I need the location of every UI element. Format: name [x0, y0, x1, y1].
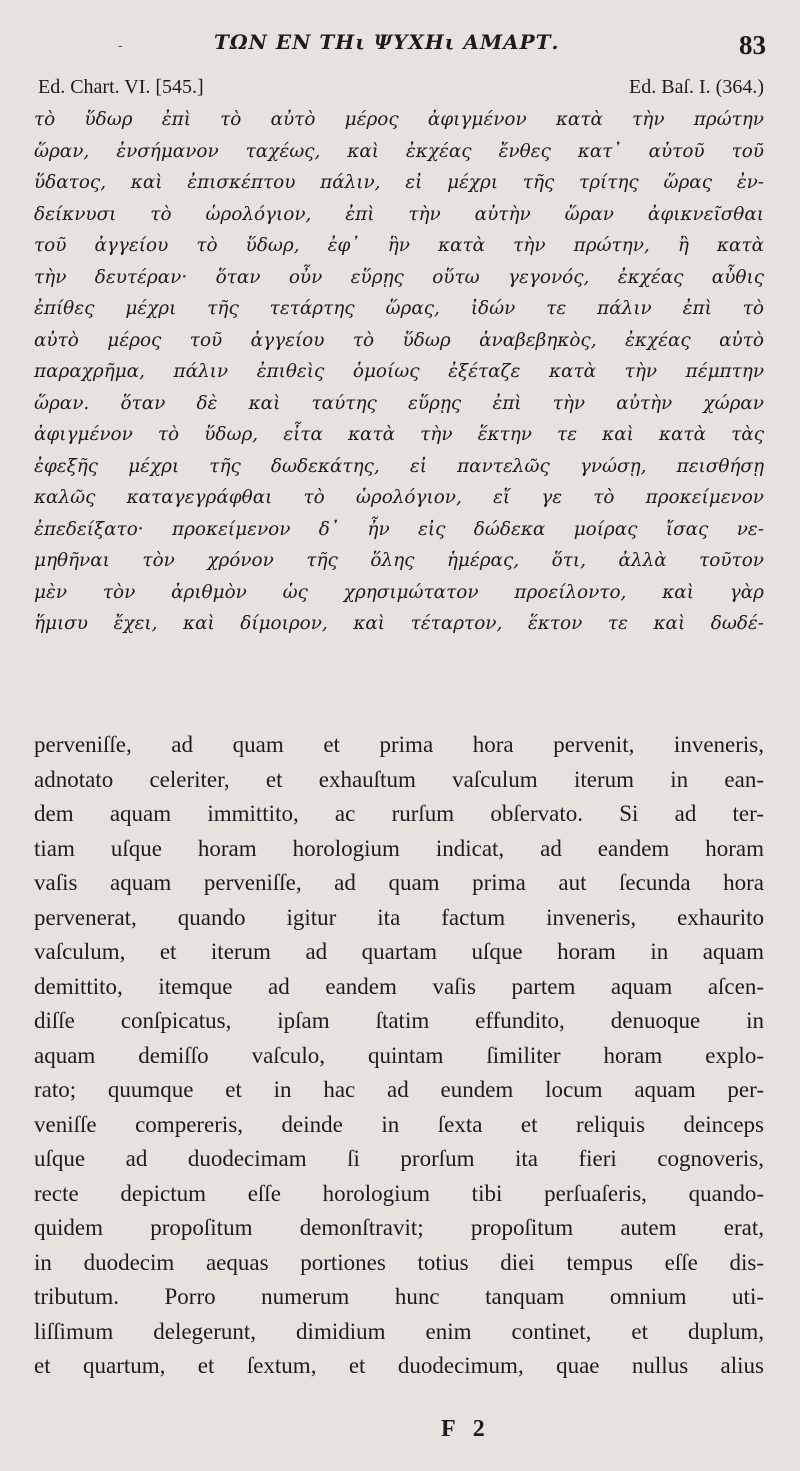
latin-line: liſſimum delegerunt, dimidium enim continet, et duplum, [34, 1318, 764, 1344]
latin-line: pervenerat, quando igitur ita factum inveneris, exhaurito [34, 904, 764, 930]
greek-line: μὲν τὸν ἀριθμὸν ὡς χρησιμώτατον προείλοντο, καὶ γὰρ [34, 581, 764, 603]
edition-basel-ref: Ed. Baſ. I. (364.) [629, 76, 764, 98]
latin-text-block [34, 728, 764, 1384]
greek-line: ἐπεδείξατο· προκείμενον δ᾽ ἦν εἰς δώδεκα μοίρας ἴσας νε- [34, 518, 764, 540]
greek-line: ἐφεξῆς μέχρι τῆς δωδεκάτης, εἰ παντελῶς γνώσῃ, πεισθήσῃ [34, 455, 764, 477]
running-head: ΤΩΝ ΕΝ ΤΗι ΨΥΧΗι ΑΜΑΡΤ. [214, 30, 560, 54]
latin-line: tiam uſque horam horologium indicat, ad eandem horam [34, 835, 764, 861]
greek-text-block [34, 104, 764, 640]
greek-line: ὥραν. ὅταν δὲ καὶ ταύτης εὕρῃς ἐπὶ τὴν αὐτὴν χώραν [34, 392, 764, 414]
greek-line: τὴν δευτέραν· ὅταν οὖν εὕρῃς οὕτω γεγονός, ἐκχέας αὖθις [34, 266, 764, 288]
latin-line: vaſculum, et iterum ad quartam uſque horam in aquam [34, 939, 764, 964]
latin-line: perveniſſe, ad quam et prima hora pervenit, inveneris, [34, 732, 764, 757]
edition-chartier-ref: Ed. Chart. VI. [545.] [38, 76, 204, 98]
greek-line: καλῶς καταγεγράφθαι τὸ ὡρολόγιον, εἴ γε τὸ προκείμενον [34, 487, 764, 508]
greek-line: ἀφιγμένον τὸ ὕδωρ, εἶτα κατὰ τὴν ἕκτην τε καὶ κατὰ τὰς [34, 424, 764, 445]
greek-line: τὸ ὕδωρ ἐπὶ τὸ αὐτὸ μέρος ἀφιγμένον κατὰ τὴν πρώτην [34, 109, 764, 130]
latin-line: adnotato celeriter, et exhauſtum vaſculum iterum in ean- [34, 766, 764, 792]
latin-line: demittito, itemque ad eandem vaſis partem aquam aſcen- [34, 973, 764, 999]
latin-line: quidem propoſitum demonſtravit; propoſitum autem erat, [34, 1215, 764, 1240]
greek-line: ὥραν, ἐνσήμανον ταχέως, καὶ ἐκχέας ἔνθες κατ᾽ αὐτοῦ τοῦ [34, 140, 764, 162]
latin-line: uſque ad duodecimam ſi prorſum ita fieri cognoveris, [34, 1146, 764, 1171]
latin-line: recte depictum eſſe horologium tibi perſuaſeris, quando- [34, 1180, 764, 1206]
latin-line: diſſe conſpicatus, ipſam ſtatim effundito, denuoque in [34, 1008, 764, 1033]
signature-mark: F 2 [441, 1416, 491, 1442]
latin-line: dem aquam immittito, ac rurſum obſervato. Si ad ter- [34, 801, 764, 826]
edition-reference-row [38, 76, 764, 104]
greek-line: ἐπίθες μέχρι τῆς τετάρτης ὥρας, ἰδών τε πάλιν ἐπὶ τὸ [34, 298, 764, 319]
header-dash: - [118, 38, 123, 54]
greek-line: αὐτὸ μέρος τοῦ ἀγγείου τὸ ὕδωρ ἀναβεβηκὸς, ἐκχέας αὐτὸ [34, 329, 764, 351]
greek-line: μηθῆναι τὸν χρόνον τῆς ὅλης ἡμέρας, ὅτι, ἀλλὰ τοῦτον [34, 550, 764, 571]
greek-line: ἥμισυ ἔχει, καὶ δίμοιρον, καὶ τέταρτον, ἕκτον τε καὶ δωδέ- [34, 613, 764, 634]
latin-line: veniſſe compereris, deinde in ſexta et reliquis deinceps [34, 1111, 764, 1137]
greek-line: δείκνυσι τὸ ὡρολόγιον, ἐπὶ τὴν αὐτὴν ὥραν ἀφικνεῖσθαι [34, 203, 764, 225]
greek-line: παραχρῆμα, πάλιν ἐπιθεὶς ὁμοίως ἐξέταζε κατὰ τὴν πέμπτην [34, 361, 764, 382]
greek-line: τοῦ ἀγγείου τὸ ὕδωρ, ἐφ᾽ ἣν κατὰ τὴν πρώτην, ἢ κατὰ [34, 235, 764, 256]
page-number: 83 [739, 30, 766, 60]
greek-line: ὕδατος, καὶ ἐπισκέπτου πάλιν, εἰ μέχρι τῆς τρίτης ὥρας ἐν- [34, 172, 764, 193]
latin-line: in duodecim aequas portiones totius diei tempus eſſe dis- [34, 1249, 764, 1275]
latin-line: vaſis aquam perveniſſe, ad quam prima aut ſecunda hora [34, 870, 764, 895]
latin-line: rato; quumque et in hac ad eundem locum aquam per- [34, 1077, 764, 1102]
page-header [0, 26, 800, 66]
latin-line: aquam demiſſo vaſculo, quintam ſimiliter horam explo- [34, 1042, 764, 1068]
latin-line: tributum. Porro numerum hunc tanquam omnium uti- [34, 1284, 764, 1309]
latin-line: et quartum, et ſextum, et duodecimum, quae nullus alius [34, 1353, 764, 1378]
